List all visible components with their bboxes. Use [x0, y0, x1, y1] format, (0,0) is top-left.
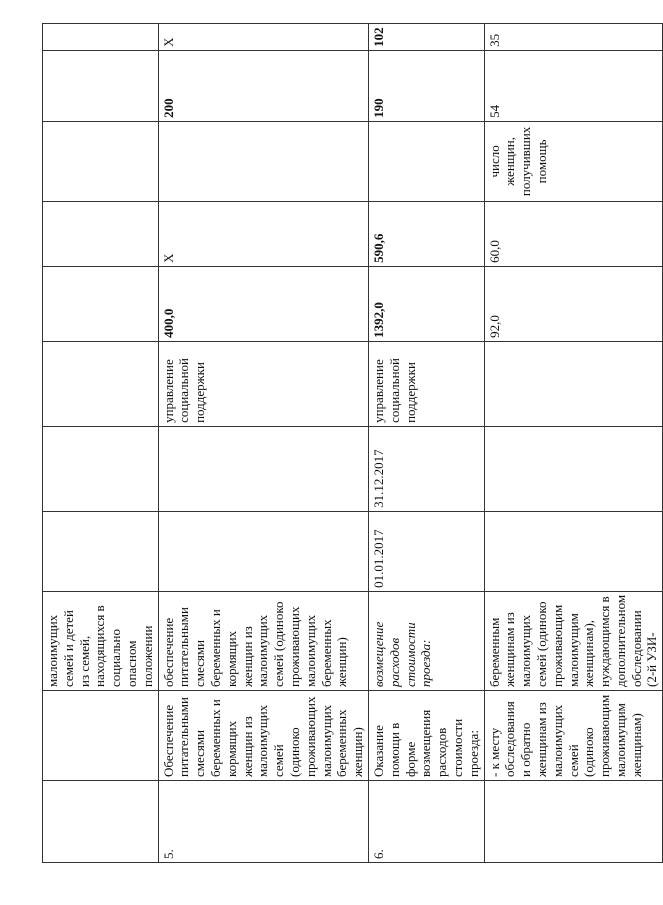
- cell-end: [43, 426, 159, 511]
- cell-fact: 102: [368, 24, 484, 51]
- cell-fact: [43, 24, 159, 51]
- cell-num: 6.: [368, 781, 484, 863]
- cell-start: [158, 511, 368, 591]
- cell-start: [484, 511, 663, 591]
- cell-name: - к месту обследования и обратно женщинам из малоимущих семей (одиноко проживающим малоимущим женщинам): [484, 691, 663, 781]
- cell-num: [43, 781, 159, 863]
- cell-plan: 200: [158, 50, 368, 121]
- cell-name: Оказание помощи в форме возмещения расходов стоимости проезда:: [368, 691, 484, 781]
- cell-num: 5.: [158, 781, 368, 863]
- cell-plan: 54: [484, 50, 663, 121]
- cell-indicator: [158, 121, 368, 201]
- cell-end: [484, 426, 663, 511]
- cell-desc: обеспечение питательными смесями беременных и кормящих женщин из малоимущих семей (одиноко проживающих малоимущих беременных женщин): [158, 591, 368, 690]
- cell-desc: беременным женщинам из малоимущих семей (одиноко проживающим малоимущим женщинам), нуждающимся в дополнительном обследовании (2-й УЗИ-: [484, 591, 663, 690]
- cell-plan: [43, 50, 159, 121]
- cell-end: [158, 426, 368, 511]
- cell-fund: 92,0: [484, 266, 663, 341]
- cell-name: Обеспечение питательными смесями беременных и кормящих женщин из малоимущих семей (одиноко проживающих малоимущих беременных женщин): [158, 691, 368, 781]
- cell-fact: Х: [158, 24, 368, 51]
- table-row: [484, 24, 663, 863]
- cell-fund2: 60,0: [484, 201, 663, 266]
- cell-num: [484, 781, 663, 863]
- cell-fund2: Х: [158, 201, 368, 266]
- cell-exec: управление социальной поддержки: [368, 341, 484, 426]
- cell-indicator: число женщин, получивших помощь: [484, 121, 663, 201]
- cell-indicator: [43, 121, 159, 201]
- table-row: [368, 24, 484, 863]
- table-row: [43, 24, 159, 863]
- cell-fund: [43, 266, 159, 341]
- cell-fund2: 590,6: [368, 201, 484, 266]
- cell-fund: 1392,0: [368, 266, 484, 341]
- cell-end: 31.12.2017: [368, 426, 484, 511]
- cell-start: [43, 511, 159, 591]
- cell-desc: возмещение расходов стоимости проезда:: [368, 591, 484, 690]
- cell-plan: 190: [368, 50, 484, 121]
- cell-desc: малоимущих семей и детей из семей, находящихся в социально опасном положении: [43, 591, 159, 690]
- cell-exec: управление социальной поддержки: [158, 341, 368, 426]
- table-row: [158, 24, 368, 863]
- program-table: [42, 23, 663, 863]
- cell-start: 01.01.2017: [368, 511, 484, 591]
- cell-exec: [484, 341, 663, 426]
- cell-indicator: [368, 121, 484, 201]
- cell-name: [43, 691, 159, 781]
- cell-fact: 35: [484, 24, 663, 51]
- cell-exec: [43, 341, 159, 426]
- cell-fund: 400,0: [158, 266, 368, 341]
- cell-fund2: [43, 201, 159, 266]
